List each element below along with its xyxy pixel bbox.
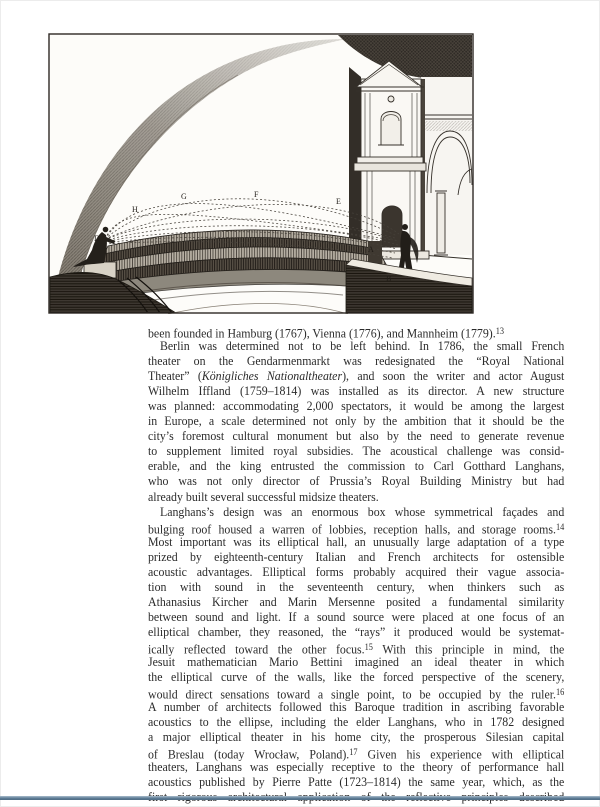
text-segment: elliptical chamber, they reasoned, the “rays” it produced would be systemat-: [148, 624, 565, 639]
text-segment: the elliptical curve of the walls, like the forced perspective of the scenery,: [148, 670, 565, 685]
text-segment: prized by eighteenth-century Italian and French architects for ostensible: [148, 549, 565, 564]
text-line: [148, 565, 564, 580]
text-segment: in Europe, a scale determined not only by the ambition that it should be the: [148, 414, 565, 429]
text-line: [148, 520, 564, 535]
text-segment: erable, and the king entrusted the commission to Carl Gotthard Langhans,: [148, 459, 565, 474]
label-A: A: [368, 245, 374, 254]
text-segment: Given his experience with elliptical: [357, 747, 565, 762]
text-line: [148, 640, 564, 655]
page-bottom-edge: [0, 796, 600, 800]
text-segment: A number of architects followed this Baroque tradition in ascribing favorable: [148, 700, 565, 715]
text-segment: Theater” (: [148, 369, 202, 384]
text-line: [148, 384, 564, 399]
text-segment: would direct sensations toward a single point, to be occupied by the ruler.: [148, 687, 556, 702]
text-line: [148, 505, 564, 520]
text-line: [148, 580, 564, 595]
text-segment: Langhans’s design was an enormous box whose symmetrical façades and: [159, 504, 565, 519]
text-line: [148, 354, 564, 369]
label-G: G: [181, 192, 187, 201]
text-segment: Königliches Nationaltheater: [201, 369, 343, 384]
text-segment: already built several successful midsize theaters.: [148, 489, 379, 504]
text-segment: ically reflected toward the other focus.: [148, 642, 365, 657]
text-line: [148, 715, 564, 730]
text-line: [148, 339, 564, 354]
text-segment: been founded in Hamburg (1767), Vienna (1776), and Mannheim (1779).: [148, 326, 496, 341]
label-B: B: [386, 274, 392, 283]
text-segment: of Breslau (today Wrocław, Poland).: [148, 747, 350, 762]
text-line: [148, 429, 564, 444]
text-line: [148, 610, 564, 625]
label-H: H: [132, 205, 138, 214]
arcade: [421, 77, 472, 259]
text-segment: tion with sound in the seventeenth century, when thinkers such as: [148, 579, 565, 594]
text-line: [148, 399, 564, 414]
text-segment: Most important was its elliptical hall, an unusually large adaptation of a type: [148, 534, 565, 549]
tower: [349, 61, 429, 265]
text-segment: bulging roof housed a warren of lobbies, reception halls, and storage rooms.: [148, 522, 556, 537]
text-line: [148, 745, 564, 760]
text-segment: to supplement limited royal subsidies. The acoustical challenge was consid-: [148, 444, 565, 459]
text-line: [148, 760, 564, 775]
text-segment: acoustics published by Pierre Patte (1723–1814) the same year, which, as the: [148, 775, 565, 790]
text-line: [148, 324, 564, 339]
text-segment: acoustics to the ellipse, including the elder Langhans, who in 1782 designed: [148, 715, 565, 730]
footnote-marker: 14: [555, 521, 565, 532]
text-line: [148, 595, 564, 610]
footnote-marker: 17: [349, 747, 358, 758]
label-E: E: [336, 197, 341, 206]
text-segment: acoustic advantages. Elliptical forms probably acquired their vague associa-: [148, 564, 565, 579]
text-segment: between sound and light. If a sound source were placed at one focus of an: [148, 609, 565, 624]
text-segment: was planned: accommodating 2,000 spectators, it would be among the largest: [148, 399, 565, 414]
text-line: [148, 625, 564, 640]
engraving-figure: [48, 33, 474, 314]
text-line: [148, 459, 564, 474]
text-segment: ), and soon the writer and actor August: [342, 369, 565, 384]
body-text: [148, 324, 564, 806]
text-segment: city’s foremost cultural monument but also by the need to generate revenue: [148, 429, 565, 444]
text-line: [148, 490, 564, 505]
text-segment: theater on the Gendarmenmarkt was redesignated the “Royal National: [148, 354, 565, 369]
text-segment: Wilhelm Iffland (1759–1814) was installed as its director. A new structure: [148, 384, 565, 399]
text-line: [148, 474, 564, 489]
label-F: F: [254, 190, 259, 199]
text-segment: theaters, Langhans was especially receptive to the theory of performance hall: [148, 760, 565, 775]
text-line: [148, 535, 564, 550]
text-line: [148, 444, 564, 459]
text-line: [148, 550, 564, 565]
text-segment: Berlin was determined not to be left behind. In 1786, the small French: [159, 339, 565, 354]
text-line: [148, 369, 564, 384]
text-line: [148, 414, 564, 429]
text-segment: who was not only director of Prussia’s Royal Building Ministry but had: [148, 474, 565, 489]
text-segment: With this principle in mind, the: [372, 642, 565, 657]
footnote-marker: 13: [495, 326, 504, 336]
text-line: [148, 685, 564, 700]
text-segment: a major elliptical theater in his home city, the prosperous Silesian capital: [148, 730, 565, 745]
text-line: [148, 775, 564, 790]
text-segment: Athanasius Kircher and Marin Mersenne posited a fundamental similarity: [148, 594, 565, 609]
text-line: [148, 730, 564, 745]
footnote-marker: 16: [555, 687, 565, 698]
text-line: [148, 655, 564, 670]
footnote-marker: 15: [364, 641, 373, 652]
text-line: [148, 670, 564, 685]
label-D: D: [94, 234, 100, 243]
text-segment: Jesuit mathematician Mario Bettini imagined an ideal theater in which: [148, 655, 565, 670]
text-line: [148, 700, 564, 715]
engraving-svg: [48, 33, 474, 314]
